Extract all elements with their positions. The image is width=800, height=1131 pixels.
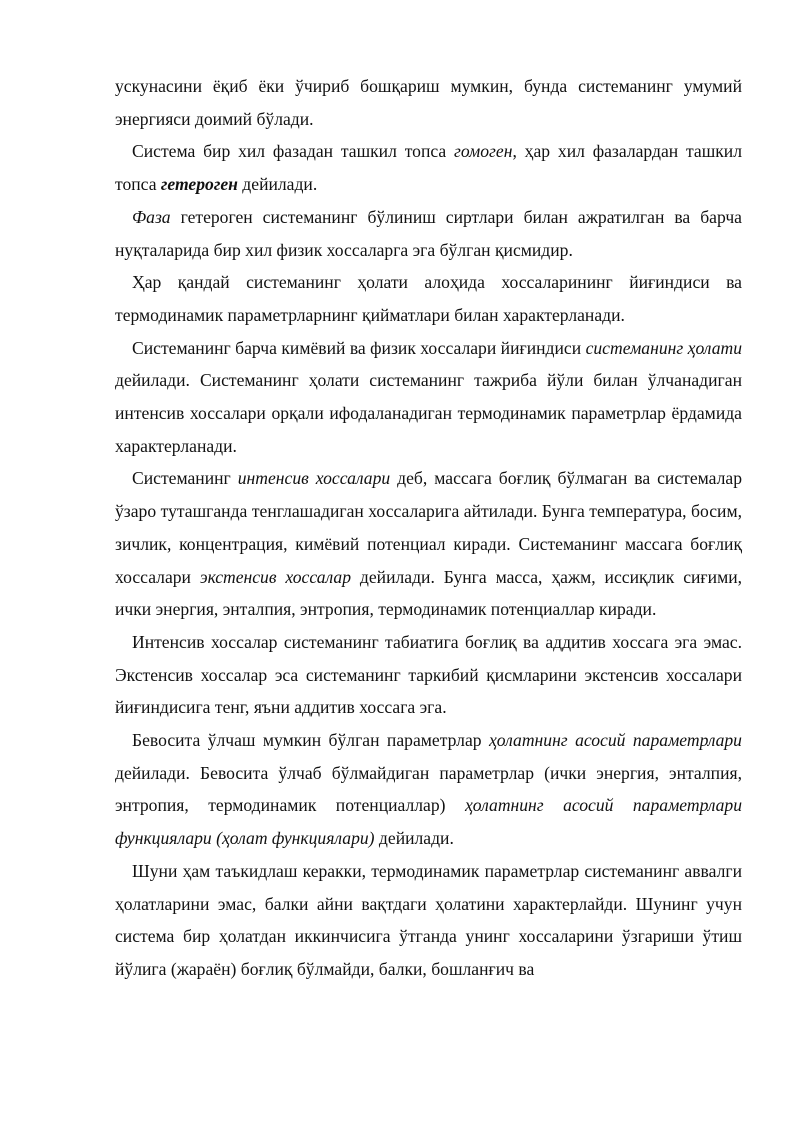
text-span: Шуни ҳам таъкидлаш керакки, термодинамик параметрлар системанинг аввалги ҳолатларини эмас, балки айни вақтдаги ҳолатини характерлайди. Шунинг учун система бир ҳолатдан иккинчисига ўтганда унинг хоссаларини ўзгариши ўтиш йўлига (жараён) боғлиқ бўлмайди, балки, бошланғич ва — [115, 860, 742, 979]
text-span: Ҳар қандай системанинг ҳолати алоҳида хоссаларининг йиғиндиси ва термодинамик параметрларнинг қийматлари билан характерланади. — [115, 272, 742, 325]
text-span: дейилади. Системанинг ҳолати системанинг тажриба йўли билан ўлчанадиган интенсив хоссалари орқали ифодаланадиган термодинамик параметрлар ёрдамида характерланади. — [115, 370, 742, 456]
italic-term: ҳолатнинг асосий параметрлари функциялари (ҳолат функциялари) — [115, 795, 742, 849]
bold-italic-term: гетероген — [160, 174, 238, 195]
paragraph-6 — [115, 462, 742, 626]
text-span: Системанинг барча кимёвий ва физик хоссалари йиғиндиси — [132, 337, 586, 358]
text-span: гетероген системанинг бўлиниш сиртлари билан ажратилган ва барча нуқталарида бир хил физик хоссаларга эга бўлган қисмидир. — [115, 206, 742, 260]
text-span: , ҳар хил фазалардан ташкил топса — [115, 141, 742, 195]
text-span: Системанинг — [132, 468, 238, 489]
paragraph-8 — [115, 724, 742, 855]
paragraph-1 — [115, 70, 742, 135]
paragraph-7 — [115, 626, 742, 724]
paragraph-2 — [115, 135, 742, 200]
paragraph-5 — [115, 332, 742, 463]
italic-term: Фаза — [132, 206, 171, 227]
text-span: Интенсив хоссалар системанинг табиатига боғлиқ ва аддитив хоссага эга эмас. Экстенсив хоссалар эса системанинг таркибий қисмларини экстенсив хоссалари йиғиндисига тенг, яъни аддитив хоссага эга. — [115, 631, 742, 718]
text-span: дейилади. — [237, 174, 318, 195]
text-span: деб, массага боғлиқ бўлмаган ва системалар ўзаро туташганда тенглашадиган хоссаларига айтилади. Бунга температура, босим, зичлик, концентрация, кимёвий потенциал киради. Системанинг массага боғлиқ хоссалари — [115, 468, 743, 587]
paragraph-4 — [115, 266, 742, 331]
paragraph-3 — [115, 201, 742, 266]
text-span: дейилади. — [374, 828, 454, 849]
text-span: ускунасини ёқиб ёки ўчириб бошқариш мумкин, бунда системанинг умумий энергияси доимий бўлади. — [115, 76, 742, 129]
italic-term: интенсив хоссалари — [237, 468, 391, 489]
italic-term: гомоген — [454, 141, 513, 162]
italic-term: экстенсив хоссалар — [199, 566, 352, 587]
text-span: дейилади. Бевосита ўлчаб бўлмайдиган параметрлар (ички энергия, энталпия, энтропия, термодинамик потенциаллар) — [115, 762, 742, 816]
text-span: дейилади. Бунга масса, ҳажм, иссиқлик сиғими, ички энергия, энталпия, энтропия, термодинамик потенциаллар киради. — [115, 566, 743, 620]
italic-term: ҳолатнинг асосий параметрлари — [488, 730, 742, 751]
italic-term: системанинг ҳолати — [585, 337, 742, 358]
text-span: Система бир хил фазадан ташкил топса — [132, 141, 455, 162]
paragraph-9 — [115, 855, 742, 986]
text-span: Бевосита ўлчаш мумкин бўлган параметрлар — [132, 730, 489, 751]
